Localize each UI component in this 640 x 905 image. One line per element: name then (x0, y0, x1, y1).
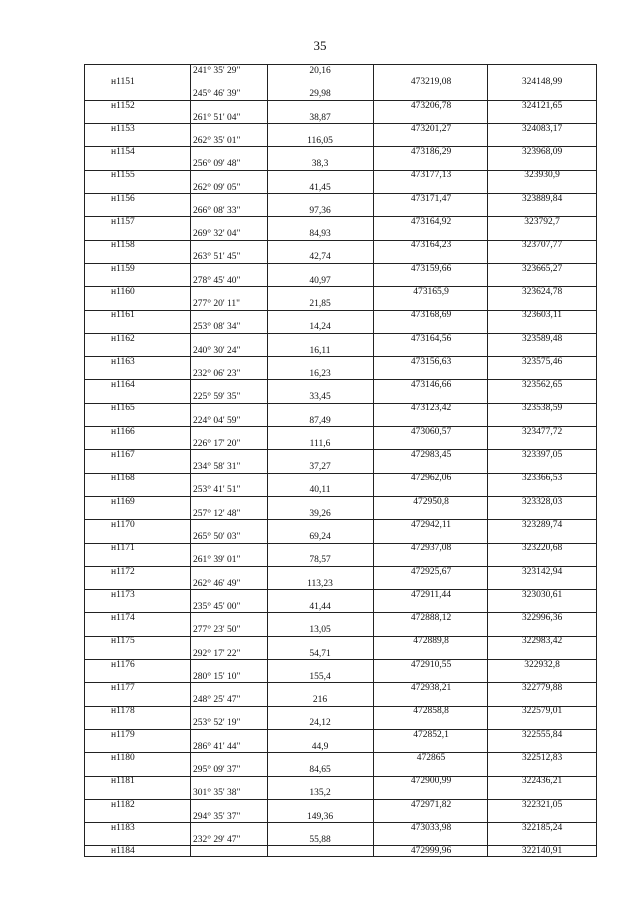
direction-angle: 261° 51' 04" (193, 112, 241, 123)
coordinates-table (84, 64, 597, 857)
coordinate-y: 322779,88 (521, 683, 563, 694)
point-id: н1162 (111, 333, 135, 344)
point-id: н1163 (111, 356, 135, 367)
point-id: н1178 (111, 706, 135, 717)
direction-angle: 277° 23' 50" (193, 625, 241, 636)
table-row (85, 182, 596, 205)
direction-angle: 235° 45' 00" (193, 601, 241, 612)
point-id: н1160 (111, 286, 135, 297)
segment-length: 113,23 (307, 578, 333, 589)
segment-length: 20,16 (309, 66, 331, 76)
segment-length: 41,45 (309, 182, 331, 193)
point-id: н1179 (111, 729, 135, 740)
coordinate-y: 323289,74 (521, 519, 563, 530)
table-row (85, 321, 596, 344)
coordinate-y: 322512,83 (521, 752, 563, 763)
direction-angle: 248° 25' 47" (193, 695, 241, 706)
segment-length: 38,87 (309, 112, 331, 123)
coordinate-y: 323397,05 (521, 450, 563, 461)
segment-length: 84,93 (309, 229, 331, 240)
table-row (85, 88, 596, 111)
segment-length: 54,71 (309, 648, 331, 659)
segment-length: 42,74 (309, 252, 331, 263)
coordinate-y: 324083,17 (521, 123, 563, 134)
coordinate-y: 323477,72 (521, 426, 563, 437)
table-row (85, 601, 596, 624)
point-id: н1177 (111, 683, 135, 694)
segment-length: 14,24 (309, 322, 331, 333)
table-row (85, 741, 596, 764)
table-row (85, 508, 596, 531)
segment-length: 87,49 (309, 415, 331, 426)
point-id: н1174 (111, 613, 135, 624)
table-row (85, 717, 596, 740)
direction-angle: 266° 08' 33" (193, 205, 241, 216)
coordinate-y: 323930,9 (524, 170, 560, 181)
coordinate-x: 473164,92 (410, 217, 452, 228)
direction-angle: 224° 04' 59" (193, 415, 241, 426)
segment-length: 84,65 (309, 765, 331, 775)
coordinate-y: 322932,8 (524, 659, 560, 670)
segment-length: 111,6 (309, 438, 331, 449)
coordinate-x: 473060,57 (410, 426, 452, 437)
coordinate-x: 473165,9 (413, 286, 449, 297)
direction-angle: 240° 30' 24" (193, 345, 241, 356)
coordinate-x: 473123,42 (410, 403, 452, 414)
coordinate-x: 472900,99 (410, 776, 452, 787)
coordinate-x: 473164,23 (410, 240, 452, 251)
point-id: н1176 (111, 659, 135, 670)
point-id: н1151 (111, 77, 135, 88)
coordinate-y: 323538,59 (521, 403, 563, 414)
point-id: н1172 (111, 566, 135, 577)
coordinate-x: 472999,96 (410, 846, 452, 857)
coordinate-y: 323792,7 (524, 217, 560, 228)
direction-angle: 262° 46' 49" (193, 578, 241, 589)
coordinate-x: 473177,13 (410, 170, 452, 181)
point-id: н1155 (111, 170, 135, 181)
segment-length: 78,57 (309, 555, 331, 566)
table-row (85, 368, 596, 391)
point-id: н1181 (111, 776, 135, 787)
segment-length: 16,23 (309, 368, 331, 379)
direction-angle: 262° 35' 01" (193, 135, 241, 146)
coordinate-x: 473033,98 (410, 822, 452, 833)
direction-angle: 286° 41' 44" (193, 741, 241, 752)
point-id: н1161 (111, 310, 135, 321)
table-row (85, 834, 596, 857)
segment-length: 24,12 (309, 718, 331, 729)
segment-length: 69,24 (309, 532, 331, 542)
point-id: н1182 (111, 799, 135, 810)
point-id: н1166 (111, 426, 135, 437)
point-id: н1152 (111, 100, 135, 111)
table-row (85, 438, 596, 461)
segment-length: 55,88 (309, 834, 331, 845)
coordinate-y: 322983,42 (521, 636, 563, 647)
coordinate-x: 473206,78 (410, 100, 452, 111)
coordinate-y: 323562,65 (521, 380, 563, 391)
table-row (85, 484, 596, 507)
segment-length: 33,45 (309, 392, 331, 403)
point-id: н1175 (111, 636, 135, 647)
coordinate-y: 322555,84 (521, 729, 563, 740)
direction-angle: 234° 58' 31" (193, 462, 241, 473)
direction-angle: 241° 35' 29" (193, 66, 241, 76)
coordinate-x: 473201,27 (410, 123, 452, 134)
coordinate-x: 473171,47 (410, 193, 452, 204)
coordinate-y: 322579,01 (521, 706, 563, 717)
coordinate-y: 322185,24 (521, 822, 563, 833)
coordinate-y: 323968,09 (521, 147, 563, 158)
segment-length: 135,2 (309, 788, 331, 799)
table-row (85, 391, 596, 414)
direction-angle: 226° 17' 20" (193, 438, 241, 449)
direction-angle: 295° 09' 37" (193, 765, 241, 775)
segment-length: 155,4 (309, 671, 331, 682)
direction-angle: 232° 29' 47" (193, 834, 241, 845)
direction-angle: 265° 50' 03" (193, 532, 241, 542)
segment-length: 13,05 (309, 625, 331, 636)
coordinate-x: 473186,29 (410, 147, 452, 158)
table-row (85, 787, 596, 810)
point-id: н1157 (111, 217, 135, 228)
table-row (85, 671, 596, 694)
segment-length: 97,36 (309, 205, 331, 216)
coordinate-x: 472942,11 (410, 519, 452, 530)
direction-angle: 263° 51' 45" (193, 252, 241, 263)
table-row (85, 228, 596, 251)
direction-angle: 256° 09' 48" (193, 159, 241, 170)
coordinate-y: 323575,46 (521, 356, 563, 367)
point-id: н1159 (111, 263, 135, 274)
table-row (85, 298, 596, 321)
coordinate-y: 323603,11 (521, 310, 563, 321)
direction-angle: 280° 15' 10" (193, 671, 241, 682)
direction-angle: 261° 39' 01" (193, 555, 241, 566)
coordinate-y: 322996,36 (521, 613, 563, 624)
coordinate-x: 472950,8 (413, 496, 449, 507)
coordinate-x: 473156,63 (410, 356, 452, 367)
point-id: н1169 (111, 496, 135, 507)
direction-angle: 232° 06' 23" (193, 368, 241, 379)
direction-angle: 245° 46' 39" (193, 89, 241, 100)
segment-length: 16,11 (309, 345, 331, 356)
direction-angle: 277° 20' 11" (193, 299, 241, 309)
direction-angle: 253° 41' 51" (193, 485, 241, 496)
table-row (85, 578, 596, 601)
point-id: н1164 (111, 380, 135, 391)
coordinate-x: 472852,1 (413, 729, 449, 740)
coordinate-y: 323030,61 (521, 589, 563, 600)
point-id: н1167 (111, 450, 135, 461)
point-id: н1153 (111, 123, 135, 134)
direction-angle: 292° 17' 22" (193, 648, 241, 659)
direction-angle: 294° 35' 37" (193, 811, 241, 822)
segment-length: 40,97 (309, 275, 331, 286)
coordinate-x: 472983,45 (410, 450, 452, 461)
coordinate-x: 473219,08 (410, 77, 452, 88)
segment-length: 21,85 (309, 299, 331, 309)
point-id: н1170 (111, 519, 135, 530)
segment-length: 44,9 (311, 741, 329, 752)
segment-length: 37,27 (309, 462, 331, 473)
point-id: н1168 (111, 473, 135, 484)
coordinate-x: 472865 (416, 752, 446, 763)
table-row (85, 65, 596, 88)
segment-length: 149,36 (306, 811, 334, 822)
table-row (85, 135, 596, 158)
coordinate-y: 323707,77 (521, 240, 563, 251)
coordinate-x: 473146,66 (410, 380, 452, 391)
table-row (85, 415, 596, 438)
coordinate-x: 472910,55 (410, 659, 452, 670)
coordinate-y: 323366,53 (521, 473, 563, 484)
coordinate-x: 473164,56 (410, 333, 452, 344)
point-id: н1165 (111, 403, 135, 414)
point-id: н1156 (111, 193, 135, 204)
page-number: 35 (313, 38, 327, 53)
segment-length: 41,44 (309, 601, 331, 612)
coordinate-y: 323220,68 (521, 543, 563, 554)
table-row (85, 531, 596, 554)
table-row (85, 345, 596, 368)
coordinate-x: 472937,08 (410, 543, 452, 554)
coordinate-x: 472858,8 (413, 706, 449, 717)
coordinate-y: 323624,78 (521, 286, 563, 297)
table-row (85, 251, 596, 274)
direction-angle: 301° 35' 38" (193, 788, 241, 799)
point-id: н1158 (111, 240, 135, 251)
point-id: н1180 (111, 752, 135, 763)
table-row (85, 275, 596, 298)
coordinate-y: 322436,21 (521, 776, 563, 787)
segment-length: 29,98 (309, 89, 331, 100)
direction-angle: 253° 08' 34" (193, 322, 241, 333)
direction-angle: 278° 45' 40" (193, 275, 241, 286)
table-row (85, 764, 596, 787)
coordinate-x: 472971,82 (410, 799, 452, 810)
table-row (85, 112, 596, 135)
table-row (85, 554, 596, 577)
coordinate-x: 472888,12 (410, 613, 452, 624)
direction-angle: 253° 52' 19" (193, 718, 241, 729)
table-row (85, 648, 596, 671)
segment-length: 216 (312, 695, 328, 706)
coordinate-y: 323589,48 (521, 333, 563, 344)
direction-angle: 257° 12' 48" (193, 508, 241, 519)
segment-length: 38,3 (311, 159, 329, 170)
coordinate-y: 323328,03 (521, 496, 563, 507)
direction-angle: 269° 32' 04" (193, 229, 241, 240)
coordinate-x: 472911,44 (410, 589, 452, 600)
table-row (85, 205, 596, 228)
coordinate-y: 322140,91 (521, 846, 563, 857)
table-row (85, 811, 596, 834)
coordinate-x: 472889,8 (413, 636, 449, 647)
table-row (85, 158, 596, 181)
table-row (85, 461, 596, 484)
coordinate-y: 323142,94 (521, 566, 563, 577)
coordinate-x: 472938,21 (410, 683, 452, 694)
coordinate-y: 323665,27 (521, 263, 563, 274)
point-id: н1184 (111, 846, 135, 857)
table-row (85, 624, 596, 647)
coordinate-x: 472925,67 (410, 566, 452, 577)
segment-length: 40,11 (309, 485, 331, 496)
point-id: н1154 (111, 147, 135, 158)
coordinate-y: 323889,84 (521, 193, 563, 204)
coordinate-y: 322321,05 (521, 799, 563, 810)
point-id: н1171 (111, 543, 135, 554)
coordinate-x: 473159,66 (410, 263, 452, 274)
coordinate-x: 473168,69 (410, 310, 452, 321)
coordinate-y: 324148,99 (521, 77, 563, 88)
segment-length: 116,05 (307, 135, 333, 146)
segment-length: 39,26 (309, 508, 331, 519)
direction-angle: 262° 09' 05" (193, 182, 241, 193)
table-row (85, 694, 596, 717)
coordinate-x: 472962,06 (410, 473, 452, 484)
point-id: н1183 (111, 822, 135, 833)
coordinate-y: 324121,65 (521, 100, 563, 111)
point-id: н1173 (111, 589, 135, 600)
direction-angle: 225° 59' 35" (193, 392, 241, 403)
